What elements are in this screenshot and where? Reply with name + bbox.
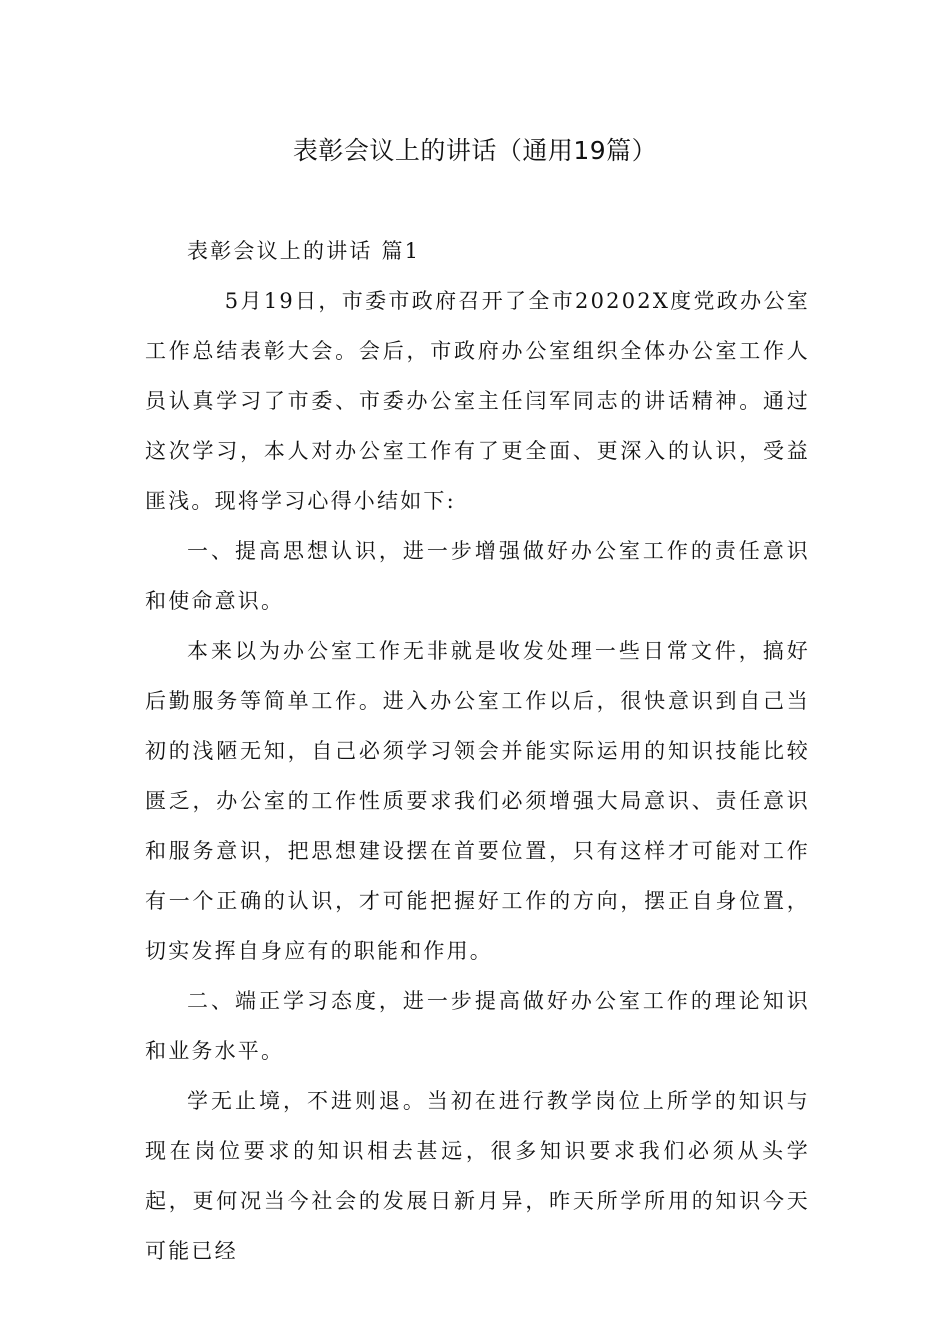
section-heading: 表彰会议上的讲话 篇1 xyxy=(187,239,421,263)
paragraph-point-two-heading: 二、端正学习态度，进一步提高做好办公室工作的理论知识和业务水平。 xyxy=(145,989,810,1063)
paragraph-point-one-body: 本来以为办公室工作无非就是收发处理一些日常文件，搞好后勤服务等简单工作。进入办公室工作以后，很快意识到自己当初的浅陋无知，自己必须学习领会并能实际运用的知识技能比较匮乏，办公室的工作性质要求我们必须增强大局意识、责任意识和服务意识，把思想建设摆在首要位置，只有这样才可能对工作有一个正确的认识，才可能把握好工作的方向，摆正自身位置，切实发挥自身应有的职能和作用。 xyxy=(145,639,810,963)
paragraph-intro: 5月19日，市委市政府召开了全市20202X度党政办公室工作总结表彰大会。会后，市政府办公室组织全体办公室工作人员认真学习了市委、市委办公室主任闫军同志的讲话精神。通过这次学习，本人对办公室工作有了更全面、更深入的认识，受益匪浅。现将学习心得小结如下: xyxy=(145,289,810,513)
paragraph-point-one-heading: 一、提高思想认识，进一步增强做好办公室工作的责任意识和使命意识。 xyxy=(145,539,810,613)
document-title: 表彰会议上的讲话（通用19篇） xyxy=(292,136,658,165)
paragraph-point-two-body: 学无止境，不进则退。当初在进行教学岗位上所学的知识与现在岗位要求的知识相去甚远，很多知识要求我们必须从头学起，更何况当今社会的发展日新月异，昨天所学所用的知识今天可能已经 xyxy=(145,1089,810,1263)
document-body xyxy=(145,226,810,1276)
